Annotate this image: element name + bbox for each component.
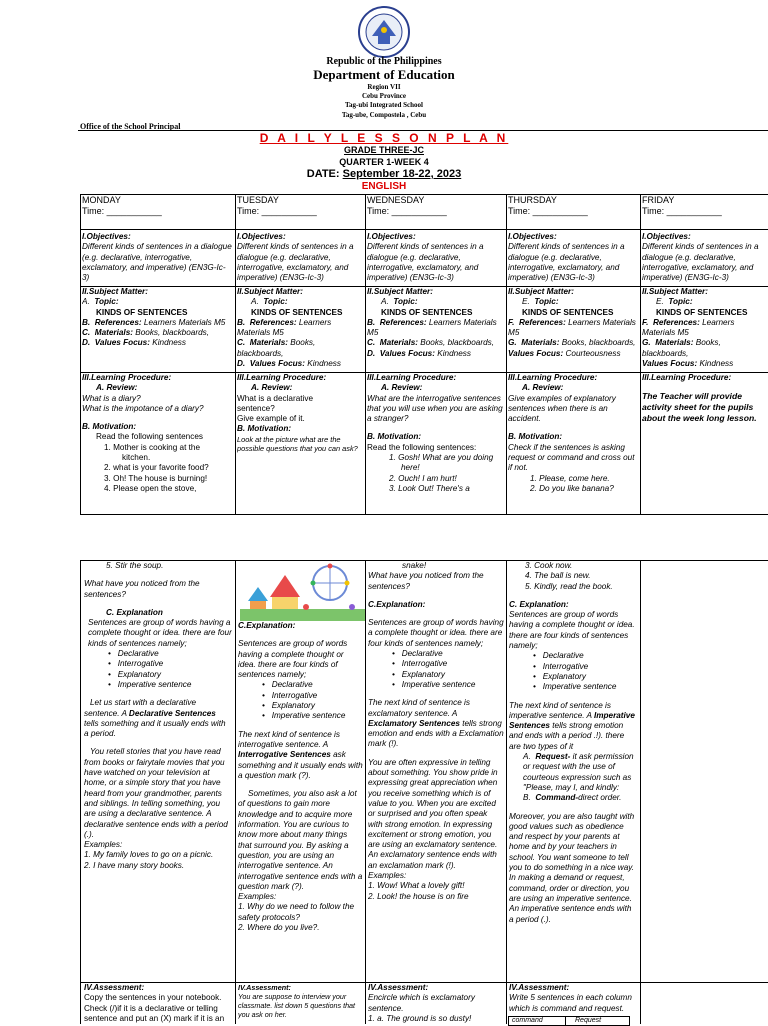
objectives-text: Different kinds of sentences in a dialogue (e.g. declarative, interrogative, exclamatory, and imperative) (EN3G-Ic-3) xyxy=(508,242,625,283)
example: 2. Look! the house is on fire xyxy=(368,891,469,901)
explanation-text: Sentences are group of words having a complete thought or idea. there are four kinds of sentences namely; xyxy=(368,618,504,648)
topic-value: KINDS OF SENTENCES xyxy=(656,307,748,317)
kind-label: Declarative xyxy=(117,649,159,659)
text: tells something and it usually ends with a period. xyxy=(84,718,226,739)
list-item-cont: snake! xyxy=(402,561,427,570)
examples-label: Examples: xyxy=(84,840,123,850)
review-line: What is a diary? xyxy=(82,393,141,403)
list-item: 5. Stir the soup. xyxy=(106,561,164,570)
mat-label: Materials: xyxy=(379,338,418,348)
assessment-text: Write 5 sentences in each column which is command and request. xyxy=(509,993,632,1013)
bold-term: Declarative Sentences xyxy=(128,708,216,718)
explanation-heading: C.Explanation: xyxy=(368,599,426,609)
letter: C. xyxy=(237,338,246,348)
explanation-monday xyxy=(84,561,232,981)
val-label: Values Focus: xyxy=(249,359,305,369)
mat-label: Materials: xyxy=(521,338,560,348)
imperative-paragraph xyxy=(509,701,638,752)
topic-label: Topic: xyxy=(94,297,119,307)
example: 1. My family loves to go on a picnic. xyxy=(84,850,214,860)
explanation-heading: C. Explanation: xyxy=(509,599,569,609)
review-heading: A. Review: xyxy=(522,383,564,393)
review-text: Give examples of explanatory sentences when there is an accident. xyxy=(508,393,616,424)
kind-label: Interrogative xyxy=(271,690,318,700)
kind-item: • Imperative sentence xyxy=(262,711,346,721)
subject-matter-friday xyxy=(642,287,768,369)
topic-value: KINDS OF SENTENCES xyxy=(96,307,188,317)
objectives-heading: I.Objectives: xyxy=(642,232,691,241)
explanation-tuesday xyxy=(238,621,363,981)
letter: D. xyxy=(237,359,246,369)
time-field: Time: ___________ xyxy=(508,206,588,216)
kind-label: Declarative xyxy=(271,680,313,690)
letter: A. xyxy=(82,297,90,307)
kinds-list xyxy=(84,649,232,690)
day-label: WEDNESDAY xyxy=(367,195,425,205)
subject-matter-heading: II.Subject Matter: xyxy=(367,287,433,296)
topic-value: KINDS OF SENTENCES xyxy=(522,307,614,317)
letter: F. xyxy=(508,317,515,327)
val-value: Courteousness xyxy=(565,348,621,358)
mat-label: Materials: xyxy=(655,338,694,348)
kind-item: • Declarative xyxy=(533,651,584,661)
procedure-monday xyxy=(82,373,232,494)
letter: G. xyxy=(642,338,651,348)
assessment-tuesday xyxy=(238,983,363,1024)
kind-label: Declarative xyxy=(542,651,584,661)
ref-value: Learners Materials M5 xyxy=(143,317,226,327)
text: The next kind of sentence is interrogative sentence. A xyxy=(238,729,340,749)
review-line: sentence? xyxy=(237,403,275,413)
letter: B. xyxy=(237,317,246,327)
exclamatory-paragraph xyxy=(368,698,504,749)
topic-label: Topic: xyxy=(263,297,288,307)
plan-subject: ENGLISH xyxy=(361,181,407,192)
kind-label: Imperative sentence xyxy=(401,679,476,689)
val-label: Values Focus: xyxy=(642,359,698,369)
review-line: What is a declarative xyxy=(237,393,313,403)
kind-item: • Interrogative xyxy=(262,690,318,700)
objectives-heading: I.Objectives: xyxy=(508,232,557,241)
bold-term: Exclamatory Sentences xyxy=(368,718,460,728)
motivation-heading: B. Motivation: xyxy=(367,432,422,442)
example: 2. Where do you live?. xyxy=(238,923,320,933)
letter: B. xyxy=(367,317,376,327)
motivation-text: Check if the sentences is asking request or command and cross out if not. xyxy=(508,442,635,473)
header-country: Republic of the Philippines xyxy=(326,56,442,67)
paragraph: You retell stories that you have read from books or fairytale movies that you have watched on your television at home, or a simple story that you have heard from your grandmother, parents and siblings. In telling something, you are using a declarative sentence. A declarative sentence ends with a period (.). xyxy=(84,747,228,839)
day-monday xyxy=(82,195,232,217)
bold-term: Imperative Sentences xyxy=(509,710,635,731)
objectives-monday xyxy=(82,232,232,283)
time-field: Time: ___________ xyxy=(82,206,162,216)
review-line: What is the impotance of a diary? xyxy=(82,403,204,413)
kind-item: • Declarative xyxy=(262,680,313,690)
header-department: Department of Education xyxy=(313,67,455,82)
kind-item: • Explanatory xyxy=(392,669,445,679)
paragraph: You are often expressive in telling about something. You show pride in expressing great appreciation when you receive something which is of value to you. When you are excited or surprised and you often speak with strong emotion. In expressing excitement or strong emotion, you are using an exclamatory sentence. An exclamatory sentence ends with an exclamation mark (!). xyxy=(368,757,498,870)
motivation-intro: Read the following sentences: xyxy=(367,442,477,452)
assessment-wednesday xyxy=(368,983,504,1024)
subject-matter-heading: II.Subject Matter: xyxy=(642,287,708,296)
objectives-text: Different kinds of sentences in a dialogue (e.g. declarative, interrogative, exclamatory, and imperative) (EN3G-Ic-3) xyxy=(367,242,484,283)
procedure-heading: III.Learning Procedure: xyxy=(642,373,732,382)
assessment-heading: IV.Assessment: xyxy=(238,983,291,992)
assessment-heading: IV.Assessment: xyxy=(84,983,145,992)
plan-title: D A I L Y L E S S O N P L A N xyxy=(259,131,509,145)
column-header-request: Request xyxy=(575,1017,602,1024)
kind-item: • Interrogative xyxy=(108,659,164,669)
text: it ask permission or request with the use of courteous expression such as "Please, may I, and kindly: xyxy=(523,752,634,792)
list-item: 3. Oh! The house is burning! xyxy=(104,473,208,483)
objectives-text: Different kinds of sentences in a dialogue (e.g. declarative, interrogative, exclamatory, and imperative) (EN3G-Ic-3) xyxy=(642,242,759,283)
declarative-paragraph xyxy=(84,698,232,739)
objectives-wednesday xyxy=(367,232,504,283)
mat-value: Books, blackboards, xyxy=(237,338,316,358)
day-label: TUESDAY xyxy=(237,195,279,205)
plan-quarter: QUARTER 1-WEEK 4 xyxy=(339,157,429,167)
topic-label: Topic: xyxy=(534,297,559,307)
list-item: 2. Do you like banana? xyxy=(530,483,614,493)
list-item: 4. The ball is new. xyxy=(525,571,591,581)
letter: C. xyxy=(82,328,91,338)
topic-label: Topic: xyxy=(668,297,693,307)
procedure-heading: III.Learning Procedure: xyxy=(237,373,327,382)
text: ask something and it usually ends with a question mark (?). xyxy=(238,750,363,780)
example: 2. I have many story books. xyxy=(84,860,185,870)
command-item xyxy=(509,793,638,803)
date-value: September 18-22, 2023 xyxy=(342,168,462,180)
request-item xyxy=(509,752,638,793)
objectives-thursday xyxy=(508,232,638,283)
assessment-text: Copy the sentences in your notebook. Check (/)if it is a declarative or telling sentence and put an (X) mark if it is an xyxy=(84,993,225,1023)
list-item: kitchen. xyxy=(122,453,151,463)
subject-matter-heading: II.Subject Matter: xyxy=(237,287,303,296)
kind-item: • Declarative xyxy=(108,649,159,659)
procedure-tuesday xyxy=(237,373,363,454)
review-heading: A. Review: xyxy=(251,383,293,393)
val-label: Values Focus: xyxy=(94,338,150,348)
assessment-heading: IV.Assessment: xyxy=(509,983,570,992)
mat-value: Books, blackboards, xyxy=(642,338,721,358)
kind-label: Imperative sentence xyxy=(271,711,346,721)
day-friday xyxy=(642,195,768,217)
text: direct order. xyxy=(578,793,622,803)
ref-label: References: xyxy=(652,317,700,327)
topic-value: KINDS OF SENTENCES xyxy=(251,307,343,317)
header-address: Tag-ube, Compostela , Cebu xyxy=(341,111,427,119)
explanation-heading: C. Explanation xyxy=(106,607,163,617)
ref-label: References: xyxy=(249,317,297,327)
kinds-list xyxy=(368,649,504,690)
val-label: Values Focus: xyxy=(379,348,435,358)
explanation-thursday xyxy=(509,561,638,981)
explanation-wednesday xyxy=(368,561,504,981)
letter: B. xyxy=(523,793,531,803)
letter: A. xyxy=(523,752,531,762)
day-label: THURSDAY xyxy=(508,195,557,205)
procedure-heading: III.Learning Procedure: xyxy=(508,373,598,382)
header-school: Tag-ubi Integrated School xyxy=(345,101,423,109)
plan-grade: GRADE THREE-JC xyxy=(343,145,424,155)
time-field: Time: ___________ xyxy=(367,206,447,216)
kind-label: Interrogative xyxy=(401,659,448,669)
ref-label: References: xyxy=(379,317,427,327)
val-label: Values Focus: xyxy=(508,348,564,358)
kind-label: Imperative sentence xyxy=(542,682,617,692)
text: Let us start with a declarative sentence. A xyxy=(84,698,197,718)
header-region: Region VII xyxy=(367,83,401,91)
assessment-heading: IV.Assessment: xyxy=(368,983,429,992)
kind-item: • Interrogative xyxy=(533,661,589,671)
office-label: Office of the School Principal xyxy=(80,122,181,131)
ref-value: Learners Materials M5 xyxy=(508,317,636,338)
friday-activity-text: The Teacher will provide activity sheet for the pupils about the week long lesson. xyxy=(642,391,757,424)
procedure-friday xyxy=(642,373,768,424)
assessment-thursday xyxy=(509,983,638,1016)
motivation-intro: Read the following sentences xyxy=(96,432,203,442)
procedure-heading: III.Learning Procedure: xyxy=(367,373,457,382)
example: 1. Why do we need to follow the safety protocols? xyxy=(238,902,355,922)
kind-item: • Explanatory xyxy=(262,701,315,711)
mat-value: Books, blackboards, xyxy=(420,338,494,348)
subject-matter-monday xyxy=(82,287,232,349)
motivation-text: Look at the picture what are the possible questions that you can ask? xyxy=(237,434,358,454)
letter: D. xyxy=(367,348,376,358)
kinds-list xyxy=(509,651,638,692)
assessment-item: 1. a. The ground is so dusty! xyxy=(368,1013,472,1023)
list-item: here! xyxy=(401,463,420,473)
kind-label: Explanatory xyxy=(401,669,445,679)
letter: B. xyxy=(82,317,91,327)
time-field: Time: ___________ xyxy=(642,206,722,216)
motivation-heading: B. Motivation: xyxy=(82,422,137,432)
letter: F. xyxy=(642,317,649,327)
command-request-table xyxy=(508,1016,630,1026)
day-wednesday xyxy=(367,195,504,217)
mat-label: Materials: xyxy=(249,338,288,348)
procedure-heading: III.Learning Procedure: xyxy=(82,373,172,382)
val-value: Kindness xyxy=(307,359,341,369)
mat-label: Materials: xyxy=(94,328,133,338)
noticed-question: What have you noticed from the sentences? xyxy=(368,571,484,591)
list-item: 2. what is your favorite food? xyxy=(104,463,209,473)
list-item: 1. Please, come here. xyxy=(530,473,610,483)
assessment-text: Encircle which is exclamatory sentence. xyxy=(368,993,475,1013)
motivation-heading: B. Motivation: xyxy=(508,432,563,442)
kind-label: Interrogative xyxy=(117,659,164,669)
val-value: Kindness xyxy=(437,348,471,358)
objectives-heading: I.Objectives: xyxy=(367,232,416,241)
motivation-heading: B. Motivation: xyxy=(237,424,292,434)
objectives-friday xyxy=(642,232,768,283)
val-value: Kindness xyxy=(699,359,734,369)
examples-label: Examples: xyxy=(368,871,407,881)
bold-term: Interrogative Sentences xyxy=(238,750,331,760)
paragraph: Moreover, you are also taught with good values such as obedience and respect by your parents at home and by your teachers in school. You want someone to tell you to do something in a nice way. In making a demand or request, command, order or direction, you are using an imperative sentence. An imperative sentence ends with a period (.). xyxy=(509,811,635,924)
list-item: 3. Look Out! There's a xyxy=(389,483,470,493)
carnival-illustration xyxy=(240,561,365,621)
kind-item: • Declarative xyxy=(392,649,443,659)
subject-matter-tuesday xyxy=(237,287,363,369)
explanation-text: Sentences are group of words having a complete thought or idea. there are four kinds of sentences namely; xyxy=(88,618,232,648)
ref-label: References: xyxy=(518,317,566,327)
bold-term: Request- xyxy=(535,752,571,762)
ref-value: Learners Materials M5 xyxy=(367,317,497,338)
letter: C. xyxy=(367,338,376,348)
subject-matter-heading: II.Subject Matter: xyxy=(82,287,148,296)
day-label: MONDAY xyxy=(82,195,121,205)
kind-label: Interrogative xyxy=(542,661,589,671)
noticed-question: What have you noticed from the sentences? xyxy=(84,579,200,599)
letter: E. xyxy=(656,297,664,307)
list-item: 1. Mother is cooking at the xyxy=(104,442,201,452)
letter: A. xyxy=(251,297,259,307)
kind-item: • Imperative sentence xyxy=(108,679,192,689)
mat-value: Books, blackboards, xyxy=(561,338,636,348)
deped-seal-icon xyxy=(358,6,410,58)
kinds-list xyxy=(238,680,363,721)
ref-value: Learners Materials M5 xyxy=(237,317,332,338)
time-field: Time: ___________ xyxy=(237,206,317,216)
list-item: 4. Please open the stove, xyxy=(104,483,197,493)
objectives-heading: I.Objectives: xyxy=(82,232,131,241)
ref-value: Learners Materials M5 xyxy=(642,317,735,338)
letter: A. xyxy=(381,297,389,307)
list-item: 3. Cook now. xyxy=(525,561,573,570)
bold-term: Command- xyxy=(535,793,579,803)
date-label: DATE: xyxy=(306,168,343,180)
letter: G. xyxy=(508,338,517,348)
explanation-text: Sentences are group of words having a complete thought or idea. there are four kinds of sentences namely; xyxy=(509,610,635,651)
text: The next kind of sentence is exclamatory sentence. A xyxy=(368,698,470,718)
list-item: 1. Gosh! What are you doing xyxy=(389,453,494,463)
kind-item: • Interrogative xyxy=(392,659,448,669)
kind-label: Declarative xyxy=(401,649,443,659)
interrogative-paragraph xyxy=(238,730,363,781)
topic-label: Topic: xyxy=(393,297,418,307)
review-text: What are the interrogative sentences that you will use when you are asking a stranger? xyxy=(367,393,503,424)
text: tells strong emotion and ends with a Exclamation mark (!). xyxy=(368,718,504,749)
subject-matter-heading: II.Subject Matter: xyxy=(508,287,574,296)
kind-item: • Explanatory xyxy=(108,669,161,679)
procedure-wednesday xyxy=(367,373,504,494)
example: 1. Wow! What a lovely gift! xyxy=(368,881,465,891)
letter: D. xyxy=(82,338,91,348)
assessment-text: You are suppose to interview your classmate. list down 5 questions that you ask on her. xyxy=(238,992,356,1019)
text: The next kind of sentence is imperative sentence. A xyxy=(509,700,611,720)
topic-value: KINDS OF SENTENCES xyxy=(381,307,473,317)
procedure-thursday xyxy=(508,373,638,494)
kind-item: • Imperative sentence xyxy=(392,679,476,689)
day-label: FRIDAY xyxy=(642,195,675,205)
column-header-command: command xyxy=(512,1017,543,1024)
objectives-text: Different kinds of sentences in a dialogue (e.g. declarative, interrogative, exclamatory, and imperative) (EN3G-Ic-3) xyxy=(82,242,232,283)
objectives-text: Different kinds of sentences in a dialogue (e.g. declarative, interrogative, exclamatory, and imperative) (EN3G-Ic-3) xyxy=(237,242,354,283)
review-heading: A. Review: xyxy=(96,383,138,393)
day-thursday xyxy=(508,195,638,217)
explanation-text: Sentences are group of words having a complete thought or idea. there are four kinds of sentences namely; xyxy=(238,639,348,680)
paragraph: Sometimes, you also ask a lot of questions to gain more knowledge and to acquire more information. You are curious to know more about many things that surround you. By asking a question, you are using an interrogative sentence. An interrogative sentence ends with a question mark (?). xyxy=(238,789,363,891)
list-item: 5. Kindly, read the book. xyxy=(525,581,613,591)
list-item: 2. Ouch! I am hurt! xyxy=(389,473,457,483)
examples-label: Examples: xyxy=(238,892,277,902)
review-heading: A. Review: xyxy=(381,383,423,393)
kind-label: Explanatory xyxy=(117,669,161,679)
letter: E. xyxy=(522,297,530,307)
day-tuesday xyxy=(237,195,363,217)
objectives-heading: I.Objectives: xyxy=(237,232,286,241)
kind-label: Explanatory xyxy=(542,671,586,681)
subject-matter-thursday xyxy=(508,287,638,359)
plan-date xyxy=(0,168,768,180)
text: tells strong emotion and ends with a period .!). there are two types of it xyxy=(509,721,625,751)
ref-label: References: xyxy=(94,317,142,327)
objectives-tuesday xyxy=(237,232,363,283)
kind-label: Explanatory xyxy=(271,701,315,711)
mat-value: Books, blackboards, xyxy=(135,328,209,338)
explanation-heading: C.Explanation: xyxy=(238,621,296,630)
review-line: Give example of it. xyxy=(237,414,305,424)
kind-item: • Explanatory xyxy=(533,671,586,681)
header-province: Cebu Province xyxy=(361,92,406,100)
val-value: Kindness xyxy=(152,338,186,348)
subject-matter-wednesday xyxy=(367,287,504,359)
kind-label: Imperative sentence xyxy=(117,679,192,689)
kind-item: • Imperative sentence xyxy=(533,682,617,692)
assessment-monday xyxy=(84,983,232,1024)
